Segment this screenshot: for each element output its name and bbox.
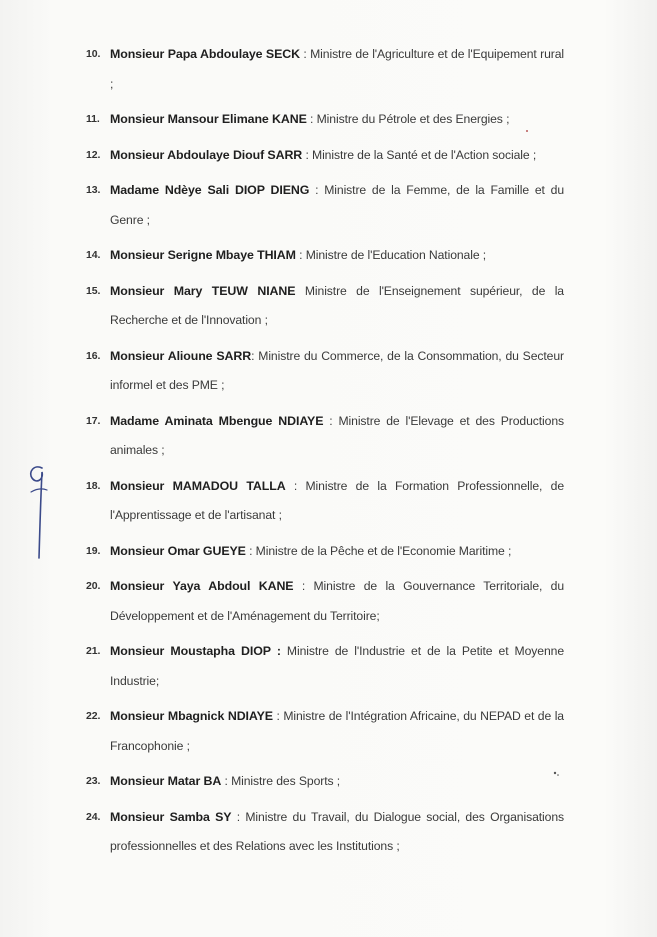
item-number: 12. <box>86 148 101 161</box>
minister-name: Monsieur Mary TEUW NIANE <box>110 283 296 298</box>
list-item <box>86 176 564 235</box>
minister-name: Monsieur Mansour Elimane KANE <box>110 112 307 126</box>
minister-name: Monsieur Abdoulaye Diouf SARR <box>110 147 303 162</box>
item-number: 22. <box>86 710 101 722</box>
minister-role: : Ministre de l'Elevage et des Productions animales ; <box>110 413 564 457</box>
list-item <box>86 277 564 336</box>
minister-role: : Ministre de la Gouvernance Territoriale, du Développement et de l'Aménagement du Territoire; <box>110 579 564 623</box>
minister-name: Monsieur Papa Abdoulaye SECK <box>110 47 300 61</box>
item-number: 14. <box>86 249 101 261</box>
item-number: 19. <box>86 544 101 557</box>
minister-role: : Ministre de l'Intégration Africaine, du NEPAD et de la Francophonie ; <box>110 709 564 753</box>
minister-role: Ministre de l'Industrie et de la Petite et Moyenne Industrie; <box>110 644 564 688</box>
minister-role: : Ministre des Sports ; <box>221 774 341 788</box>
item-number: 18. <box>86 479 101 492</box>
minister-role: : Ministre de la Formation Professionnelle, de l'Apprentissage et de l'artisanat ; <box>110 478 565 522</box>
minister-role: : Ministre de l'Agriculture et de l'Equipement rural ; <box>110 47 564 91</box>
item-number: 15. <box>86 284 101 297</box>
item-number: 23. <box>86 775 101 787</box>
minister-name: Monsieur Samba SY <box>110 809 232 824</box>
list-item <box>86 572 564 631</box>
list-item <box>86 105 564 135</box>
item-number: 20. <box>86 580 101 592</box>
minister-role: : Ministre de la Pêche et de l'Economie Maritime ; <box>245 543 512 558</box>
scan-speck <box>552 770 560 778</box>
item-number: 24. <box>86 810 101 823</box>
minister-name: Monsieur Yaya Abdoul KANE <box>110 579 294 593</box>
item-number: 11. <box>86 113 100 125</box>
list-item <box>86 342 564 401</box>
minister-name: Monsieur Mbagnick NDIAYE <box>110 709 273 723</box>
minister-role: : Ministre de l'Education Nationale ; <box>295 248 487 262</box>
list-item <box>86 40 564 99</box>
minister-name: Monsieur Moustapha DIOP : <box>110 644 281 658</box>
minister-role: : Ministre de la Femme, de la Famille et du Genre ; <box>110 183 564 227</box>
list-item <box>86 241 564 271</box>
minister-name: Madame Ndèye Sali DIOP DIENG <box>110 183 310 197</box>
item-number: 21. <box>86 645 101 657</box>
list-item <box>86 141 564 171</box>
minister-role: : Ministre de la Santé et de l'Action sociale ; <box>302 147 537 162</box>
minister-role: : Ministre du Pétrole et des Energies ; <box>306 112 510 126</box>
scan-speck <box>524 128 530 134</box>
minister-name: Monsieur Matar BA <box>110 774 222 788</box>
list-item <box>86 407 564 466</box>
list-item <box>86 637 564 696</box>
list-item <box>86 767 564 797</box>
minister-role: Ministre de l'Enseignement supérieur, de la Recherche et de l'Innovation ; <box>110 283 564 327</box>
minister-name: Monsieur Omar GUEYE <box>110 543 246 558</box>
list-item <box>86 537 564 567</box>
minister-role: : Ministre du Commerce, de la Consommation, du Secteur informel et des PME ; <box>110 348 564 392</box>
item-number: 16. <box>86 349 101 362</box>
list-item <box>86 702 564 761</box>
minister-role: : Ministre du Travail, du Dialogue social, des Organisations professionnelles et des Relations avec les Institutions ; <box>110 809 564 853</box>
list-item <box>86 803 564 862</box>
minister-name: Madame Aminata Mbengue NDIAYE <box>110 413 324 428</box>
minister-name: Monsieur Alioune SARR <box>110 348 252 363</box>
minister-name: Monsieur MAMADOU TALLA <box>110 478 286 493</box>
handwritten-initial <box>22 462 52 562</box>
item-number: 17. <box>86 414 101 427</box>
ministers-list <box>86 40 564 868</box>
item-number: 10. <box>86 48 101 60</box>
list-item <box>86 472 564 531</box>
minister-name: Monsieur Serigne Mbaye THIAM <box>110 248 296 262</box>
item-number: 13. <box>86 184 101 196</box>
